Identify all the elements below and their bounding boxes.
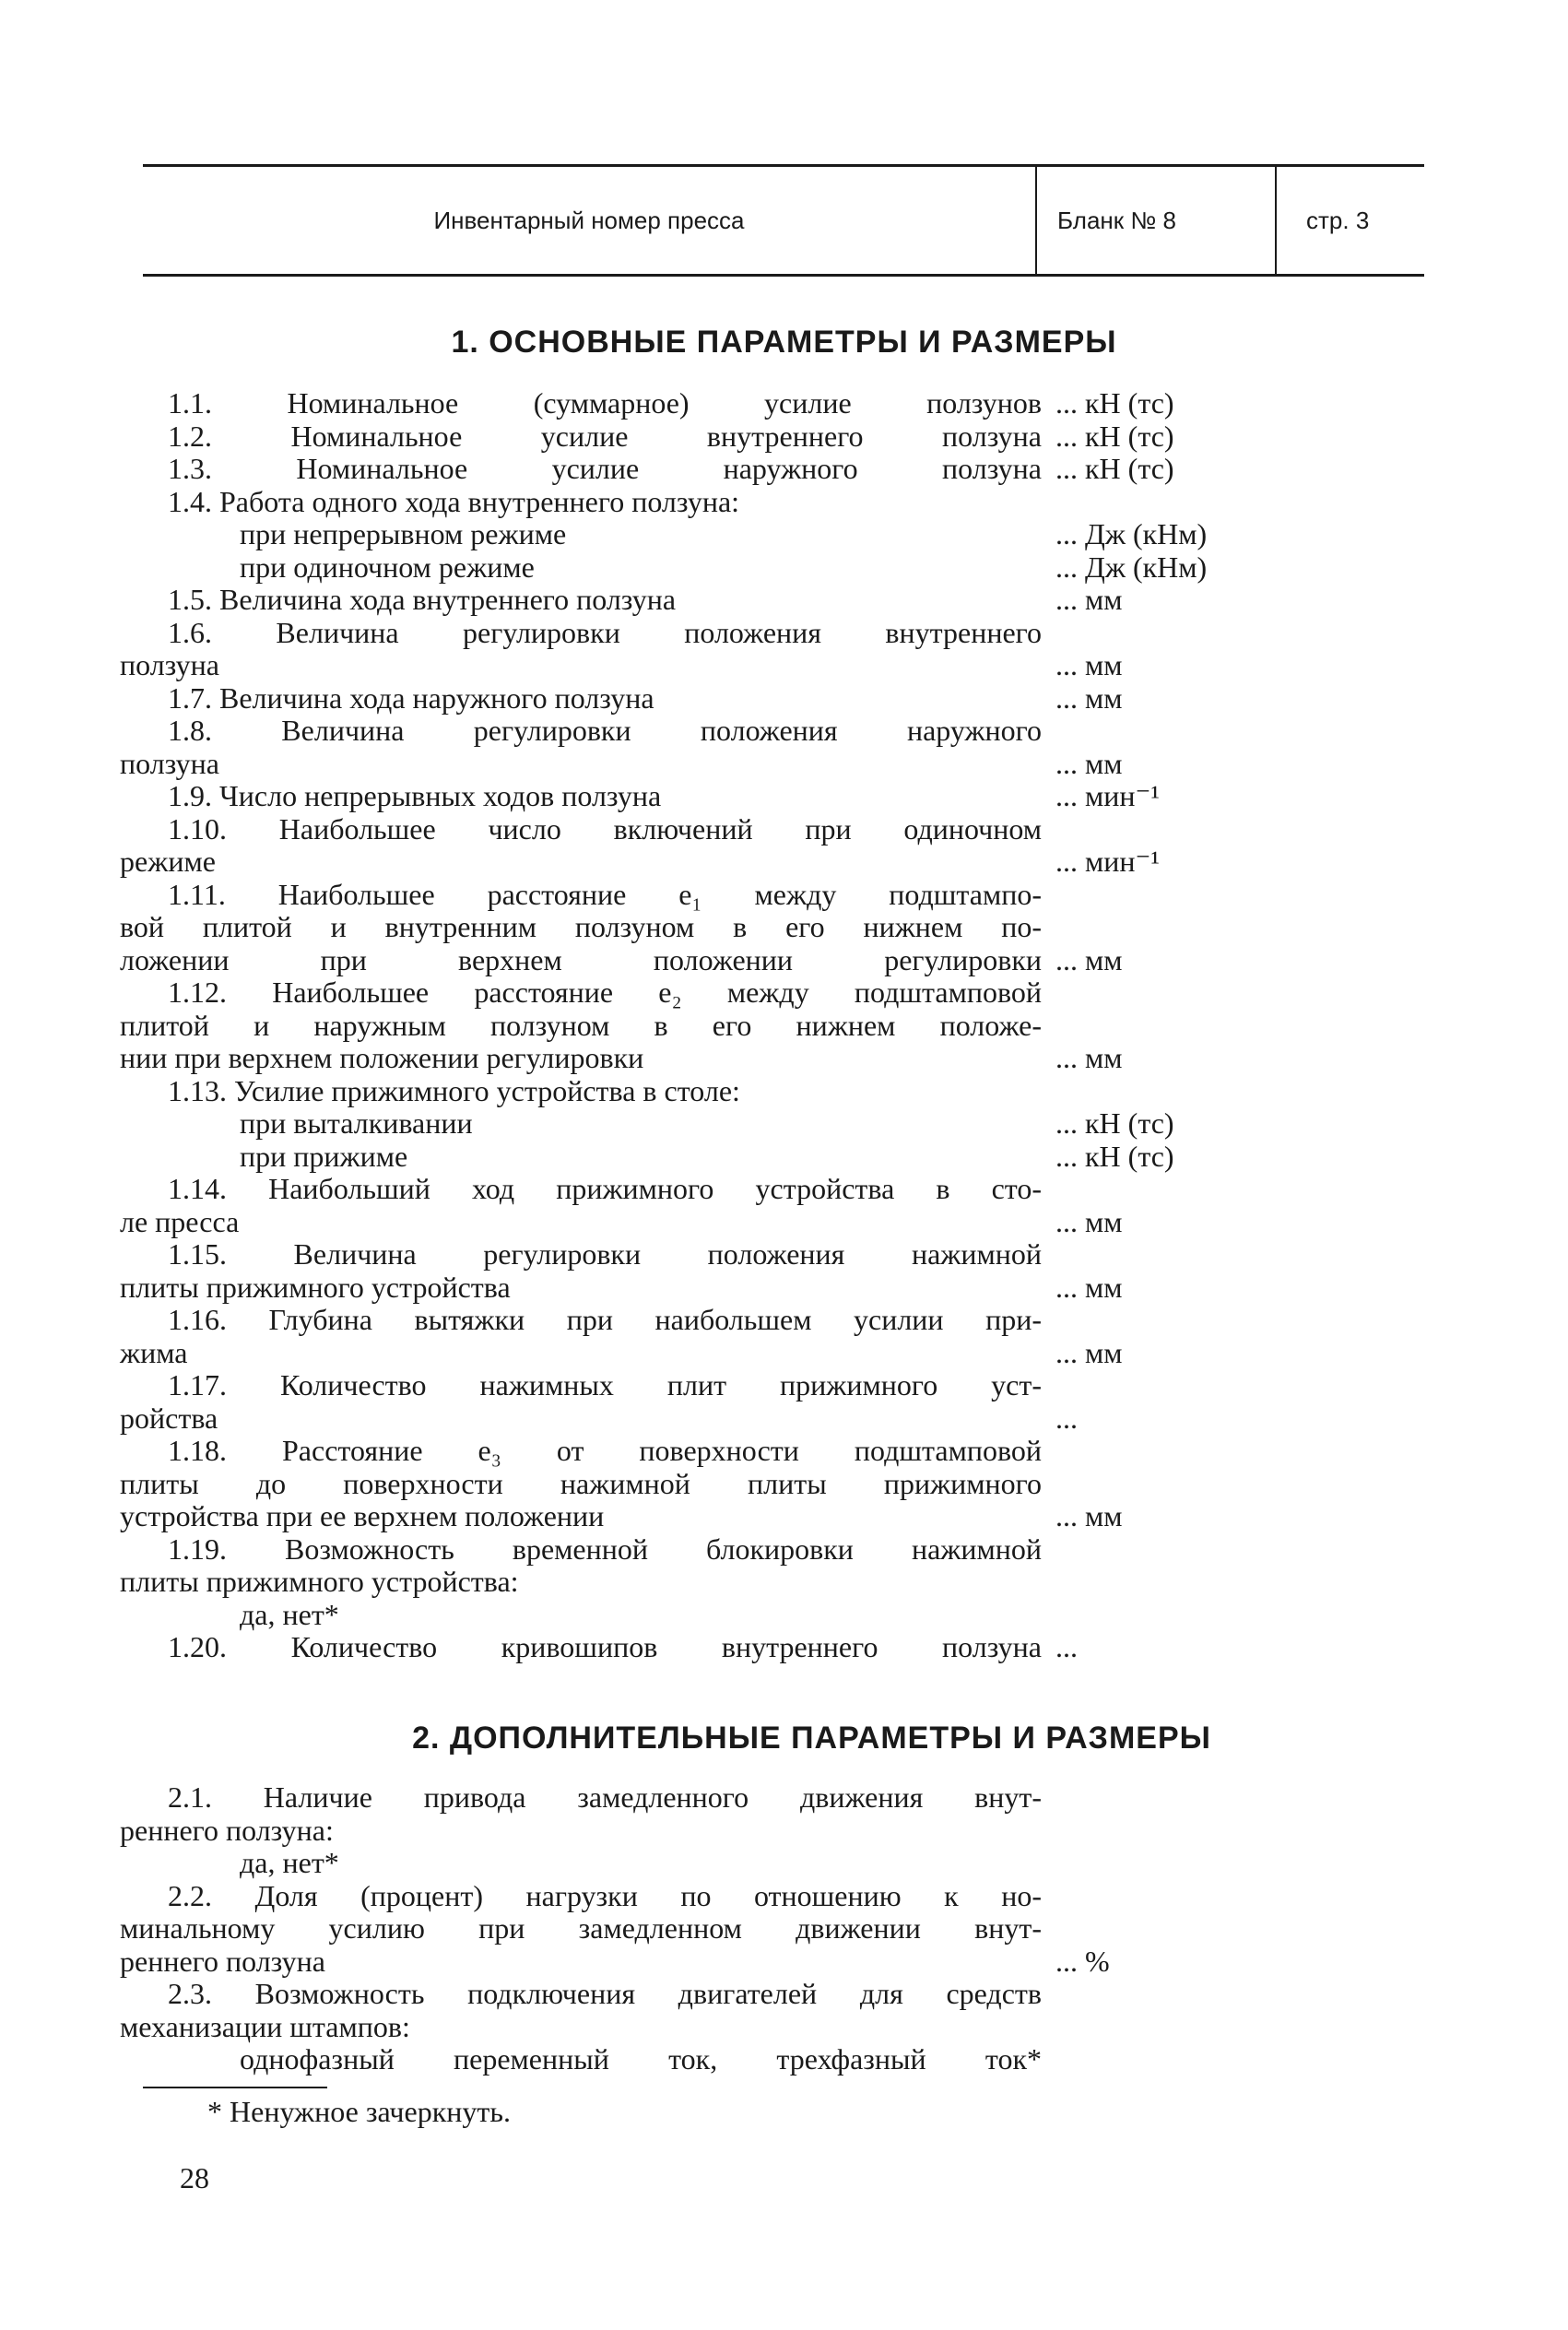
parameter-text: минальному усилию при замедленном движении внут- (120, 1911, 1042, 1945)
parameter-text: ползуна (120, 648, 219, 681)
parameter-text: при выталкивании (240, 1106, 473, 1140)
parameter-text: нии при верхнем положении регулировки (120, 1041, 644, 1074)
parameter-line (120, 682, 1318, 716)
parameter-line (120, 1631, 1318, 1664)
parameter-line (120, 1271, 1318, 1305)
parameter-unit: ... мм (1055, 680, 1123, 715)
parameter-text: плиты до поверхности нажимной плиты прижимного (120, 1466, 1042, 1500)
parameter-line (120, 551, 1318, 585)
parameter-text: 2.2. Доля (процент) нагрузки по отношению к но- (168, 1878, 1042, 1912)
parameter-line (120, 1238, 1318, 1271)
parameter-text: 1.3. Номинальное усилие наружного ползуна (168, 452, 1042, 485)
parameter-unit: ... мм (1055, 1335, 1123, 1369)
parameter-unit: ... кН (тс) (1055, 386, 1174, 420)
parameter-text: 1.10. Наибольшее число включений при одиночном (168, 811, 1042, 846)
parameter-text: плиты прижимного устройства (120, 1270, 511, 1304)
parameter-line (120, 1781, 1318, 1815)
parameter-unit: ... кН (тс) (1055, 1139, 1174, 1173)
parameter-text: 1.20. Количество кривошипов внутреннего ползуна (168, 1630, 1042, 1663)
parameter-text: 1.9. Число непрерывных ходов ползуна (168, 779, 662, 812)
footnote-divider (143, 2087, 327, 2088)
parameter-text: ползуна (120, 746, 219, 780)
parameter-text: да, нет* (240, 1597, 339, 1631)
parameter-unit: ... мин⁻¹ (1055, 845, 1160, 878)
parameter-line (120, 387, 1318, 420)
parameter-line (120, 2011, 1318, 2044)
parameter-line (120, 1500, 1318, 1533)
parameter-line (120, 2043, 1318, 2076)
section2-title: 2. ДОПОЛНИТЕЛЬНЫЕ ПАРАМЕТРЫ И РАЗМЕРЫ (412, 1721, 1211, 1756)
parameter-unit: ... мм (1055, 1270, 1123, 1304)
parameter-line (120, 1010, 1318, 1043)
parameter-text: реннего ползуна (120, 1944, 325, 1978)
parameter-text: реннего ползуна: (120, 1813, 334, 1847)
parameter-text: при одиночном режиме (240, 550, 535, 584)
parameter-text: 1.13. Усилие прижимного устройства в столе: (168, 1073, 740, 1107)
parameter-unit: ... мм (1055, 1499, 1123, 1532)
section1-list (120, 387, 1318, 1664)
parameter-line (120, 1815, 1318, 1848)
parameter-line (120, 1304, 1318, 1337)
parameter-unit: ... Дж (кНм) (1055, 517, 1208, 550)
parameter-line (120, 1599, 1318, 1632)
header-table (143, 164, 1424, 277)
parameter-unit: ... мм (1055, 1041, 1123, 1074)
footnote: * Ненужное зачеркнуть. (207, 2095, 511, 2128)
parameter-text: при непрерывном режиме (240, 517, 567, 550)
parameter-text: однофазный переменный ток, трехфазный ток* (240, 2042, 1042, 2076)
parameter-line (120, 1206, 1318, 1239)
parameter-unit: ... кН (тс) (1055, 1106, 1174, 1140)
parameter-line (120, 1533, 1318, 1567)
parameter-line (120, 420, 1318, 454)
parameter-line (120, 879, 1318, 912)
parameter-line (120, 1141, 1318, 1174)
parameter-line (120, 584, 1318, 617)
parameter-line (120, 1566, 1318, 1599)
parameter-text: 1.7. Величина хода наружного ползуна (168, 680, 654, 715)
parameter-text: плитой и наружным ползуном в его нижнем положе- (120, 1008, 1042, 1042)
parameter-text: плиты прижимного устройства: (120, 1565, 519, 1598)
parameter-text: вой плитой и внутренним ползуном в его нижнем по- (120, 910, 1042, 943)
parameter-line (120, 486, 1318, 519)
parameter-unit: ... (1055, 1401, 1078, 1435)
parameter-line (120, 780, 1318, 813)
parameter-text: ложении при верхнем положении регулировки (120, 942, 1042, 976)
parameter-line (120, 1173, 1318, 1206)
page-number: 28 (180, 2161, 209, 2194)
parameter-line (120, 1978, 1318, 2011)
parameter-line (120, 1107, 1318, 1141)
parameter-unit: ... Дж (кНм) (1055, 550, 1208, 584)
parameter-line (120, 1402, 1318, 1436)
parameter-text: 1.18. Расстояние e₃ от поверхности подштамповой (168, 1434, 1042, 1467)
parameter-line (120, 944, 1318, 977)
parameter-line (120, 813, 1318, 846)
parameter-text: 1.1. Номинальное (суммарное) усилие ползунов (168, 386, 1042, 420)
page-label: стр. 3 (1275, 167, 1424, 274)
parameter-unit: ... мм (1055, 1204, 1123, 1238)
parameter-line (120, 1468, 1318, 1501)
parameter-line (120, 518, 1318, 551)
parameter-text: да, нет* (240, 1846, 339, 1879)
parameter-unit: ... % (1055, 1944, 1110, 1978)
parameter-text: ройства (120, 1401, 218, 1435)
parameter-text: 1.15. Величина регулировки положения нажимной (168, 1237, 1042, 1271)
parameter-line (120, 1075, 1318, 1108)
parameter-text: 1.2. Номинальное усилие внутреннего ползуна (168, 419, 1042, 453)
parameter-line (120, 1847, 1318, 1880)
section2-list (120, 1781, 1318, 2076)
parameter-text: 1.6. Величина регулировки положения внутреннего (168, 615, 1042, 649)
parameter-line (120, 976, 1318, 1010)
parameter-unit: ... мм (1055, 746, 1123, 780)
parameter-text: режиме (120, 845, 216, 878)
parameter-line (120, 846, 1318, 879)
parameter-line (120, 1912, 1318, 1946)
parameter-line (120, 453, 1318, 486)
parameter-line (120, 1946, 1318, 1979)
parameter-text: 1.19. Возможность временной блокировки нажимной (168, 1532, 1042, 1566)
inventory-number-label: Инвентарный номер пресса (433, 206, 745, 234)
parameter-text: механизации штампов: (120, 2009, 410, 2043)
parameter-unit: ... кН (тс) (1055, 419, 1174, 453)
parameter-line (120, 715, 1318, 748)
parameter-unit: ... (1055, 1630, 1078, 1663)
parameter-line (120, 617, 1318, 650)
parameter-text: 1.17. Количество нажимных плит прижимного уст- (168, 1368, 1042, 1402)
parameter-unit: ... мм (1055, 583, 1123, 616)
parameter-text: 1.5. Величина хода внутреннего ползуна (168, 583, 677, 616)
parameter-line (120, 1369, 1318, 1402)
parameter-text: 1.14. Наибольший ход прижимного устройства в сто- (168, 1172, 1042, 1205)
parameter-text: 1.12. Наибольшее расстояние e₂ между подштамповой (168, 976, 1042, 1009)
parameter-text: 1.11. Наибольшее расстояние e₁ между подштампо- (168, 877, 1042, 911)
parameter-text: ле пресса (120, 1204, 240, 1238)
parameter-text: 1.16. Глубина вытяжки при наибольшем усилии при- (168, 1303, 1042, 1336)
parameter-text: устройства при ее верхнем положении (120, 1499, 605, 1532)
parameter-line (120, 1435, 1318, 1468)
parameter-unit: ... мм (1055, 648, 1123, 681)
parameter-text: при прижиме (240, 1139, 408, 1173)
parameter-line (120, 1042, 1318, 1075)
parameter-line (120, 1880, 1318, 1913)
parameter-text: 1.8. Величина регулировки положения наружного (168, 714, 1042, 747)
parameter-line (120, 1337, 1318, 1370)
parameter-text: 1.4. Работа одного хода внутреннего ползуна: (168, 484, 740, 518)
parameter-unit: ... кН (тс) (1055, 452, 1174, 485)
parameter-line (120, 649, 1318, 682)
section1-title: 1. ОСНОВНЫЕ ПАРАМЕТРЫ И РАЗМЕРЫ (451, 325, 1117, 360)
form-number-label: Бланк № 8 (1035, 167, 1275, 274)
parameter-line (120, 911, 1318, 944)
parameter-unit: ... мм (1055, 942, 1123, 976)
parameter-unit: ... мин⁻¹ (1055, 779, 1160, 812)
parameter-text: 2.1. Наличие привода замедленного движения внут- (168, 1780, 1042, 1814)
parameter-text: жима (120, 1335, 188, 1369)
parameter-text: 2.3. Возможность подключения двигателей для средств (168, 1977, 1042, 2010)
parameter-line (120, 748, 1318, 781)
